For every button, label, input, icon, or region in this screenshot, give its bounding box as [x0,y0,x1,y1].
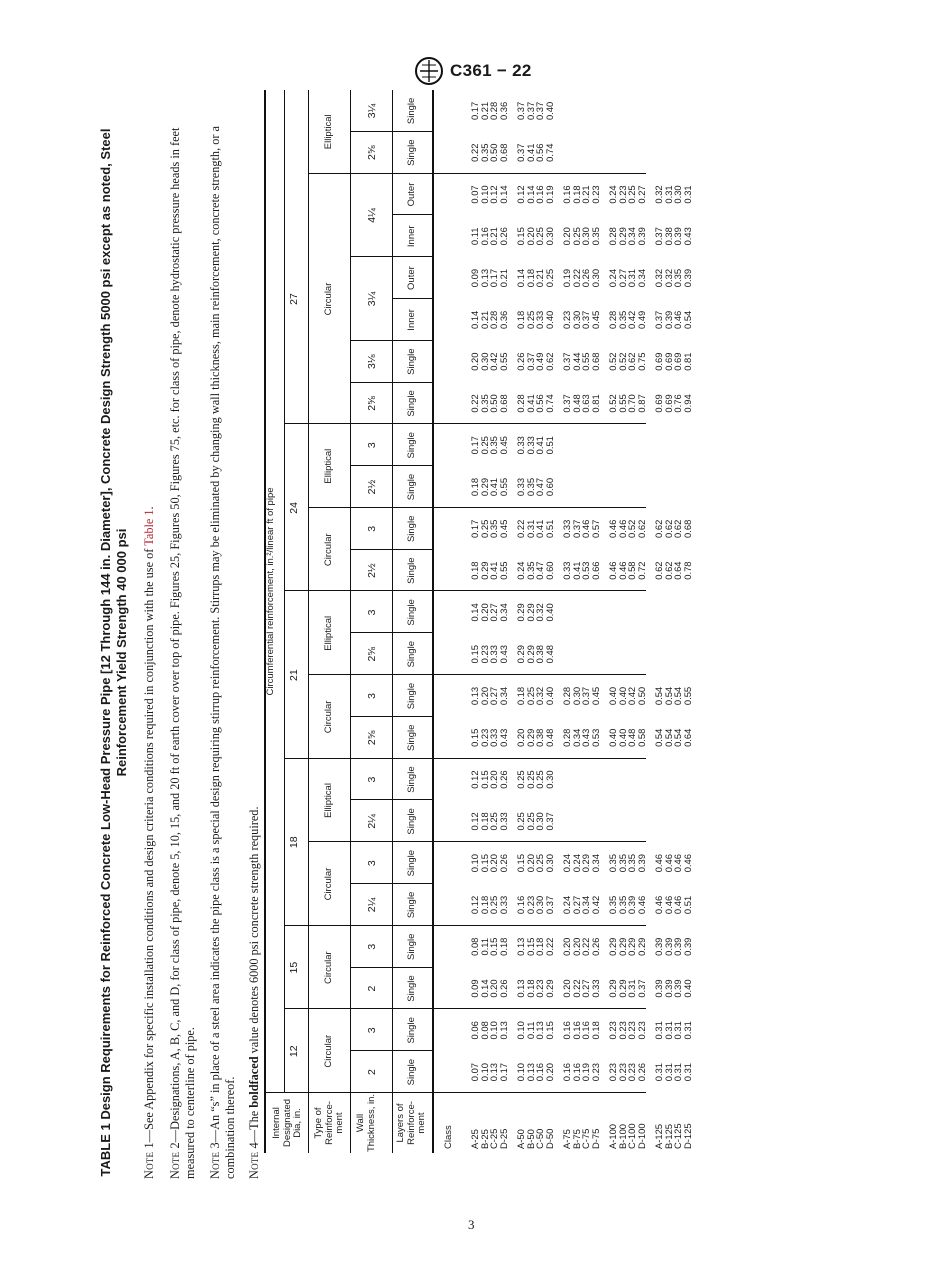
span-header: Circumferential reinforcement, in.²/linear ft of pipe [265,487,276,696]
note-1: Note 1—See Appendix for specific installation conditions and design criteria conditions required in conjunction with the use of Table 1. [142,506,156,1179]
layers-divider [392,758,432,759]
data-cell: 0.24 0.23 0.25 0.27 [607,185,648,204]
layers-divider [392,925,432,926]
data-cell: 0.32 0.31 0.30 0.31 [653,185,694,204]
data-cell: 0.23 0.23 0.23 0.26 [607,1062,648,1082]
data-cell: 0.35 0.35 0.35 0.39 [607,854,648,873]
data-cell: 0.29 0.29 0.38 0.48 [515,645,556,664]
layers-7: Single [406,766,417,793]
row-label-type: Type of Reinforce-ment [313,1101,345,1145]
data-cell: 0.62 0.62 0.62 0.68 [653,519,694,538]
diameter-24: 24 [288,502,300,514]
wall-thickness-2: 2 [366,985,378,992]
span-header-rule [284,90,285,1093]
data-cell: 0.06 0.08 0.10 0.13 [469,1021,510,1040]
type-circular-8: Circular [323,282,334,316]
data-cell: 0.18 0.29 0.41 0.55 [469,561,510,580]
wall-thickness-8: 2⅝ [366,730,378,746]
layers-2: Single [406,975,417,1002]
layers-3: Single [406,933,417,960]
class-group-0: A-25 B-25 C-25 D-25 [469,1128,510,1149]
data-cell: 0.28 0.35 0.42 0.49 [607,310,648,329]
data-cell: 0.33 0.35 0.47 0.60 [515,477,556,497]
layers-14: Single [406,473,417,501]
table-1-link[interactable]: Table 1 [142,509,156,546]
data-cell: 0.14 0.21 0.28 0.36 [469,310,510,329]
data-cell: 0.23 0.30 0.37 0.45 [561,310,602,329]
data-cell: 0.28 0.41 0.56 0.74 [515,394,556,413]
wall-thickness-10: 2⅝ [366,646,378,662]
layers-13: Single [406,515,417,543]
wall-thickness-14: 2½ [366,479,378,495]
data-cell: 0.29 0.29 0.29 0.29 [607,937,648,956]
type-elliptical-9: Elliptical [323,114,334,150]
data-cell: 0.12 0.14 0.16 0.19 [515,185,556,204]
data-cell: 0.33 0.37 0.46 0.57 [561,519,602,538]
data-cell: 0.16 0.18 0.21 0.23 [561,185,602,204]
layers-divider [392,841,432,842]
layers-divider [392,423,432,424]
wall-thickness-5: 3 [366,860,378,867]
class-group-2: A-75 B-75 C-75 D-75 [561,1128,602,1149]
data-cell: 0.29 0.29 0.32 0.40 [515,603,556,622]
wall-thickness-16: 2⅝ [366,396,378,411]
class-group-1: A-50 B-50 C-50 D-50 [515,1128,556,1149]
layers-divider [392,507,432,508]
data-cell: 0.20 0.29 0.38 0.48 [515,728,556,747]
data-cell: 0.17 0.25 0.35 0.45 [469,519,510,538]
data-cell: 0.52 0.55 0.70 0.87 [607,394,648,413]
layers-9: Single [406,682,417,710]
row-label-diameter: Internal Designated Dia, in. [271,1098,303,1148]
data-cell: 0.29 0.29 0.31 0.37 [607,979,648,998]
data-cell: 0.25 0.25 0.30 0.37 [515,812,556,831]
data-cell: 0.35 0.35 0.39 0.46 [607,895,648,915]
layers-12: Single [406,557,417,584]
layers-0: Single [406,1058,417,1086]
wall-thickness-20: 2⅝ [366,145,378,161]
data-cell: 0.24 0.24 0.29 0.34 [561,854,602,873]
data-cell: 0.25 0.25 0.25 0.30 [515,770,556,789]
data-cell: 0.14 0.20 0.27 0.34 [469,603,510,622]
data-cell: 0.33 0.41 0.53 0.66 [561,561,602,580]
data-cell: 0.15 0.20 0.25 0.30 [515,854,556,873]
data-cell: 0.69 0.69 0.76 0.94 [653,394,694,413]
layers-divider [392,799,432,800]
astm-logo-icon [414,56,444,86]
data-cell: 0.09 0.14 0.20 0.26 [469,979,510,998]
type-elliptical-5: Elliptical [323,615,334,651]
layers-divider [392,967,432,968]
data-cell: 0.37 0.41 0.56 0.74 [515,143,556,162]
diameter-18: 18 [288,836,300,849]
data-cell: 0.28 0.30 0.37 0.45 [561,686,602,706]
data-cell: 0.46 0.46 0.52 0.62 [607,519,648,538]
layers-divider [392,298,432,299]
data-cell: 0.10 0.11 0.13 0.15 [515,1021,556,1040]
data-cell: 0.37 0.38 0.39 0.43 [653,227,694,246]
wall-thickness-18: 3¼ [366,291,378,307]
data-cell: 0.07 0.10 0.12 0.14 [469,185,510,204]
layers-15: Single [406,432,417,459]
data-cell: 0.12 0.18 0.25 0.33 [469,812,510,831]
data-cell: 0.20 0.25 0.30 0.35 [561,227,602,246]
wall-thickness-19: 4¼ [366,208,378,223]
data-cell: 0.07 0.10 0.13 0.17 [469,1062,510,1082]
data-cell: 0.13 0.18 0.23 0.29 [515,979,556,998]
data-cell: 0.39 0.39 0.39 0.40 [653,979,694,998]
data-cell: 0.62 0.62 0.64 0.78 [653,561,694,580]
diameter-15: 15 [288,961,300,974]
layers-divider [392,256,432,257]
data-cell: 0.24 0.27 0.31 0.34 [607,268,648,288]
type-circular-2: Circular [323,867,334,901]
class-group-4: A-125 B-125 C-125 D-125 [653,1123,694,1149]
layers-22: Single [406,139,417,166]
data-cell: 0.18 0.25 0.32 0.40 [515,686,556,706]
layers-divider [392,214,432,215]
wall-sub-rule [392,174,393,341]
data-cell: 0.19 0.22 0.26 0.30 [561,268,602,288]
layers-divider [392,382,432,383]
type-circular-4: Circular [323,700,334,734]
wall-thickness-17: 3⅛ [366,354,378,369]
layers-5: Single [406,849,417,877]
wall-thickness-13: 3 [366,525,378,532]
wall-thickness-3: 3 [366,943,378,950]
data-cell: 0.33 0.33 0.41 0.51 [515,436,556,455]
data-cell: 0.10 0.15 0.20 0.26 [469,854,510,873]
data-cell: 0.20 0.30 0.42 0.55 [469,352,510,371]
data-cell: 0.69 0.69 0.69 0.81 [653,352,694,371]
data-cell: 0.46 0.46 0.58 0.72 [607,561,648,580]
data-cell: 0.40 0.40 0.42 0.50 [607,686,648,706]
layers-4: Single [406,891,417,919]
data-cell: 0.16 0.16 0.16 0.18 [561,1021,602,1040]
data-cell: 0.54 0.54 0.54 0.55 [653,686,694,706]
layers-divider [392,1050,432,1051]
table-title-line1: TABLE 1 Design Requirements for Reinforced Concrete Low-Head Pressure Pipe [12 Through 144 in. Diameter], Concrete Design Strength 5000 psi except as noted, Steel [98,128,113,1177]
layers-8: Single [406,724,417,751]
type-circular-0: Circular [323,1034,334,1068]
data-cell: 0.17 0.21 0.28 0.36 [469,101,510,121]
data-cell: 0.40 0.40 0.48 0.58 [607,728,648,747]
wall-thickness-7: 3 [366,776,378,783]
diameter-21: 21 [288,669,300,681]
data-cell: 0.37 0.39 0.46 0.54 [653,310,694,329]
data-cell: 0.17 0.25 0.35 0.45 [469,436,510,455]
note-3: Note 3—An “s” in place of a steel area indicates the pipe class is a special design requiring stirrup reinforcement. Stirrups may be eliminated by changing wall thickness, main reinforcement, concrete strength, or a combination thereof. [208,125,237,1179]
data-cell: 0.20 0.22 0.27 0.33 [561,979,602,998]
layers-divider [392,173,432,174]
layers-18: Inner [406,309,417,331]
data-cell: 0.22 0.35 0.50 0.68 [469,143,510,162]
data-cell: 0.22 0.35 0.50 0.68 [469,394,510,413]
layers-21: Outer [406,182,417,207]
wall-thickness-1: 3 [366,1027,378,1034]
layers-1: Single [406,1017,417,1044]
data-cell: 0.39 0.39 0.39 0.39 [653,937,694,956]
data-cell: 0.23 0.23 0.23 0.23 [607,1021,648,1040]
data-cell: 0.24 0.35 0.47 0.60 [515,561,556,580]
table-title [98,90,130,1215]
layers-20: Inner [406,225,417,248]
wall-row-rule [350,90,351,1153]
layers-divider [392,591,432,592]
data-cell: 0.31 0.31 0.31 0.31 [653,1021,694,1040]
wall-thickness-11: 3 [366,609,378,616]
layers-divider [392,1008,432,1009]
type-circular-6: Circular [323,533,334,567]
data-cell: 0.14 0.18 0.21 0.25 [515,268,556,288]
layers-divider [392,131,432,132]
wall-thickness-0: 2 [366,1069,378,1076]
data-cell: 0.11 0.16 0.21 0.26 [469,227,510,246]
data-cell: 0.16 0.16 0.19 0.23 [561,1062,602,1082]
row-label-layers: Layers of Reinforce-ment [395,1101,427,1145]
data-cell: 0.37 0.48 0.63 0.81 [561,394,602,413]
layers-17: Single [406,348,417,375]
data-cell: 0.24 0.27 0.34 0.42 [561,895,602,915]
data-cell: 0.13 0.20 0.27 0.34 [469,686,510,706]
standard-designation: C361 − 22 [450,61,532,80]
data-cell: 0.12 0.18 0.25 0.33 [469,895,510,915]
table-title-line2: Reinforcement Yield Strength 40 000 psi [114,528,129,777]
layers-divider [392,883,432,884]
wall-thickness-4: 2¼ [366,897,378,913]
type-elliptical-3: Elliptical [323,783,334,818]
header-bottom-rule [432,90,434,1153]
data-cell: 0.20 0.20 0.22 0.26 [561,937,602,956]
data-cell: 0.16 0.23 0.30 0.37 [515,895,556,915]
layers-19: Outer [406,266,417,290]
diameter-12: 12 [288,1045,300,1058]
layers-11: Single [406,599,417,626]
layers-10: Single [406,641,417,668]
wall-thickness-9: 3 [366,693,378,699]
data-cell: 0.18 0.25 0.33 0.40 [515,310,556,329]
layers-divider [392,340,432,341]
layers-6: Single [406,808,417,835]
row-label-wall: Wall Thickness, in. [355,1093,377,1153]
note-2: Note 2—Designations, A, B, C, and D, for class of pipe, denote 5, 10, 15, and 20 ft of earth cover over top of pipe. Figures 25, Figures 50, Figures 75, etc. for class of pipe, denote hydrostatic pressure heads in feet measured to centerline of pipe. [168,127,197,1179]
type-elliptical-7: Elliptical [323,448,334,484]
layers-23: Single [406,97,417,125]
layers-16: Single [406,390,417,417]
data-cell: 0.52 0.52 0.62 0.75 [607,352,648,371]
row-label-class: Class [443,1125,454,1149]
data-cell: 0.32 0.32 0.35 0.39 [653,268,694,288]
wall-thickness-6: 2¼ [366,814,378,829]
class-group-3: A-100 B-100 C-100 D-100 [607,1123,648,1149]
type-circular-1: Circular [323,951,334,984]
data-cell: 0.09 0.13 0.17 0.21 [469,268,510,288]
wall-thickness-15: 3 [366,442,378,449]
data-cell: 0.22 0.31 0.41 0.51 [515,519,556,538]
data-cell: 0.37 0.44 0.55 0.68 [561,352,602,371]
design-requirements-table [264,90,694,1153]
data-cell: 0.26 0.37 0.49 0.62 [515,352,556,371]
note-4: Note 4—The boldfaced value denotes 6000 psi concrete strength required. [247,806,261,1179]
data-cell: 0.13 0.15 0.18 0.22 [515,937,556,956]
data-cell: 0.46 0.46 0.46 0.51 [653,895,694,915]
data-cell: 0.28 0.34 0.43 0.53 [561,728,602,747]
data-cell: 0.08 0.11 0.15 0.18 [469,937,510,956]
data-cell: 0.15 0.23 0.33 0.43 [469,645,510,664]
diameter-27: 27 [288,293,300,305]
data-cell: 0.31 0.31 0.31 0.31 [653,1062,694,1082]
type-row-rule [308,90,309,1153]
page-number: 3 [468,1217,475,1232]
data-cell: 0.12 0.15 0.20 0.26 [469,770,510,789]
data-cell: 0.37 0.37 0.37 0.40 [515,101,556,121]
data-cell: 0.18 0.29 0.41 0.55 [469,477,510,497]
wall-thickness-21: 3¼ [366,103,378,119]
data-cell: 0.10 0.13 0.16 0.20 [515,1062,556,1082]
page-header [414,56,532,86]
layers-divider [392,465,432,466]
data-cell: 0.15 0.23 0.33 0.43 [469,728,510,747]
layers-divider [392,549,432,550]
data-cell: 0.46 0.46 0.46 0.46 [653,854,694,873]
data-cell: 0.28 0.29 0.34 0.39 [607,227,648,246]
data-cell: 0.54 0.54 0.54 0.64 [653,728,694,747]
wall-thickness-12: 2½ [366,563,378,578]
layers-divider [392,716,432,717]
data-cell: 0.15 0.20 0.25 0.30 [515,227,556,246]
layers-divider [392,632,432,633]
rotated-table-page [90,90,694,1215]
layers-divider [392,674,432,675]
